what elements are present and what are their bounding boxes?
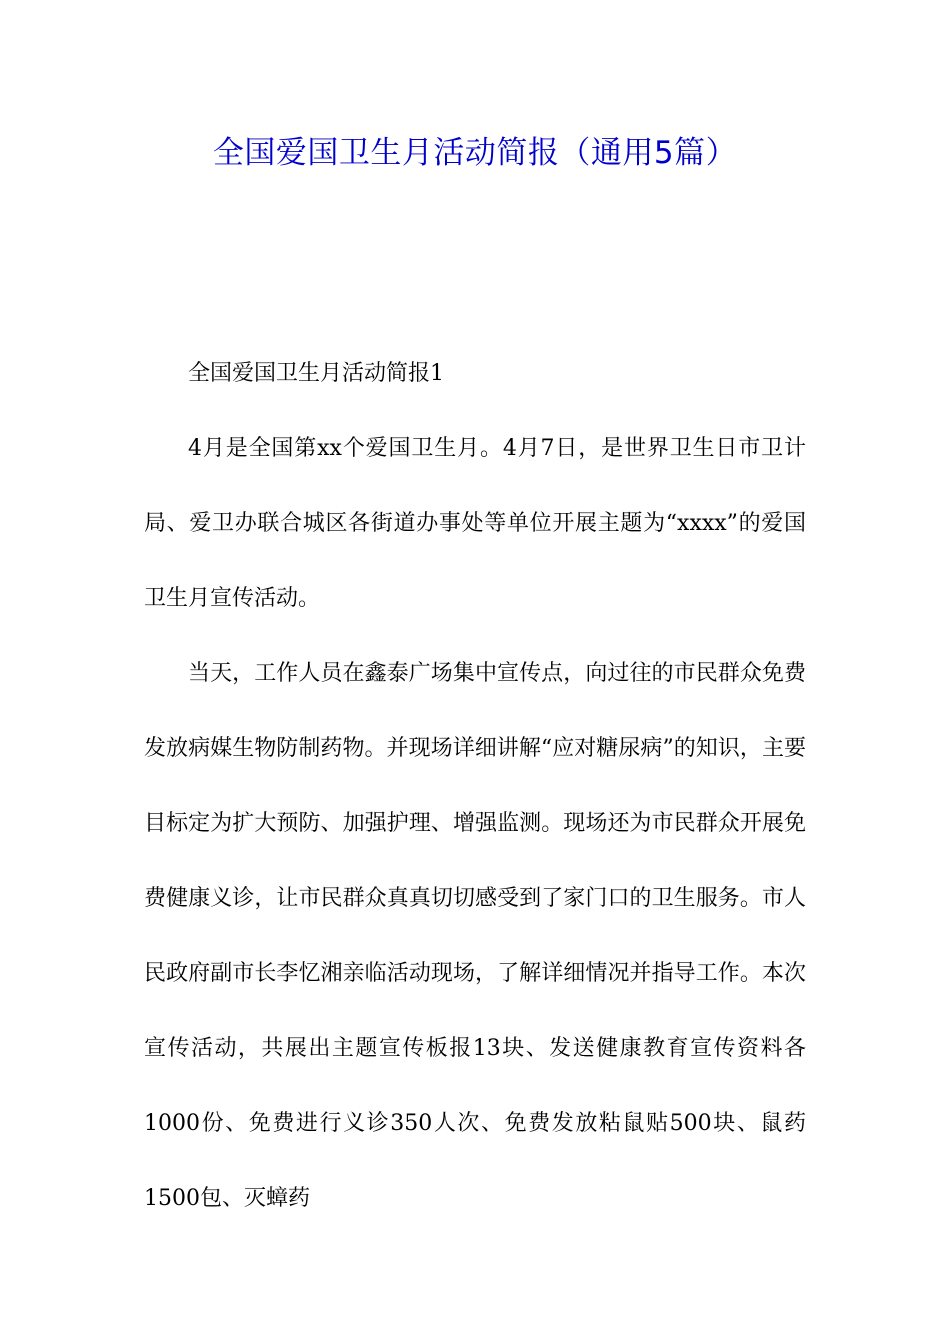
document-body (144, 336, 806, 1236)
section-heading: 全国爱国卫生月活动简报1 (188, 361, 444, 386)
paragraph-2: 当天，工作人员在鑫泰广场集中宣传点，向过往的市民群众免费发放病媒生物防制药物。并现场详细讲解“应对糖尿病”的知识，主要目标定为扩大预防、加强护理、增强监测。现场还为市民群众开展免费健康义诊，让市民群众真真切切感受到了家门口的卫生服务。市人民政府副市长李忆湘亲临活动现场，了解详细情况并指导工作。本次宣传活动，共展出主题宣传板报13块、发送健康教育宣传资料各1000份、免费进行义诊350人次、免费发放粘鼠贴500块、鼠药1500包、灭蟑药 (144, 661, 806, 1211)
paragraph-1: 4月是全国第xx个爱国卫生月。4月7日，是世界卫生日市卫计局、爱卫办联合城区各街道办事处等单位开展主题为“xxxx”的爱国卫生月宣传活动。 (144, 436, 806, 611)
document-title: 全国爱国卫生月活动简报（通用5篇） (212, 135, 738, 171)
